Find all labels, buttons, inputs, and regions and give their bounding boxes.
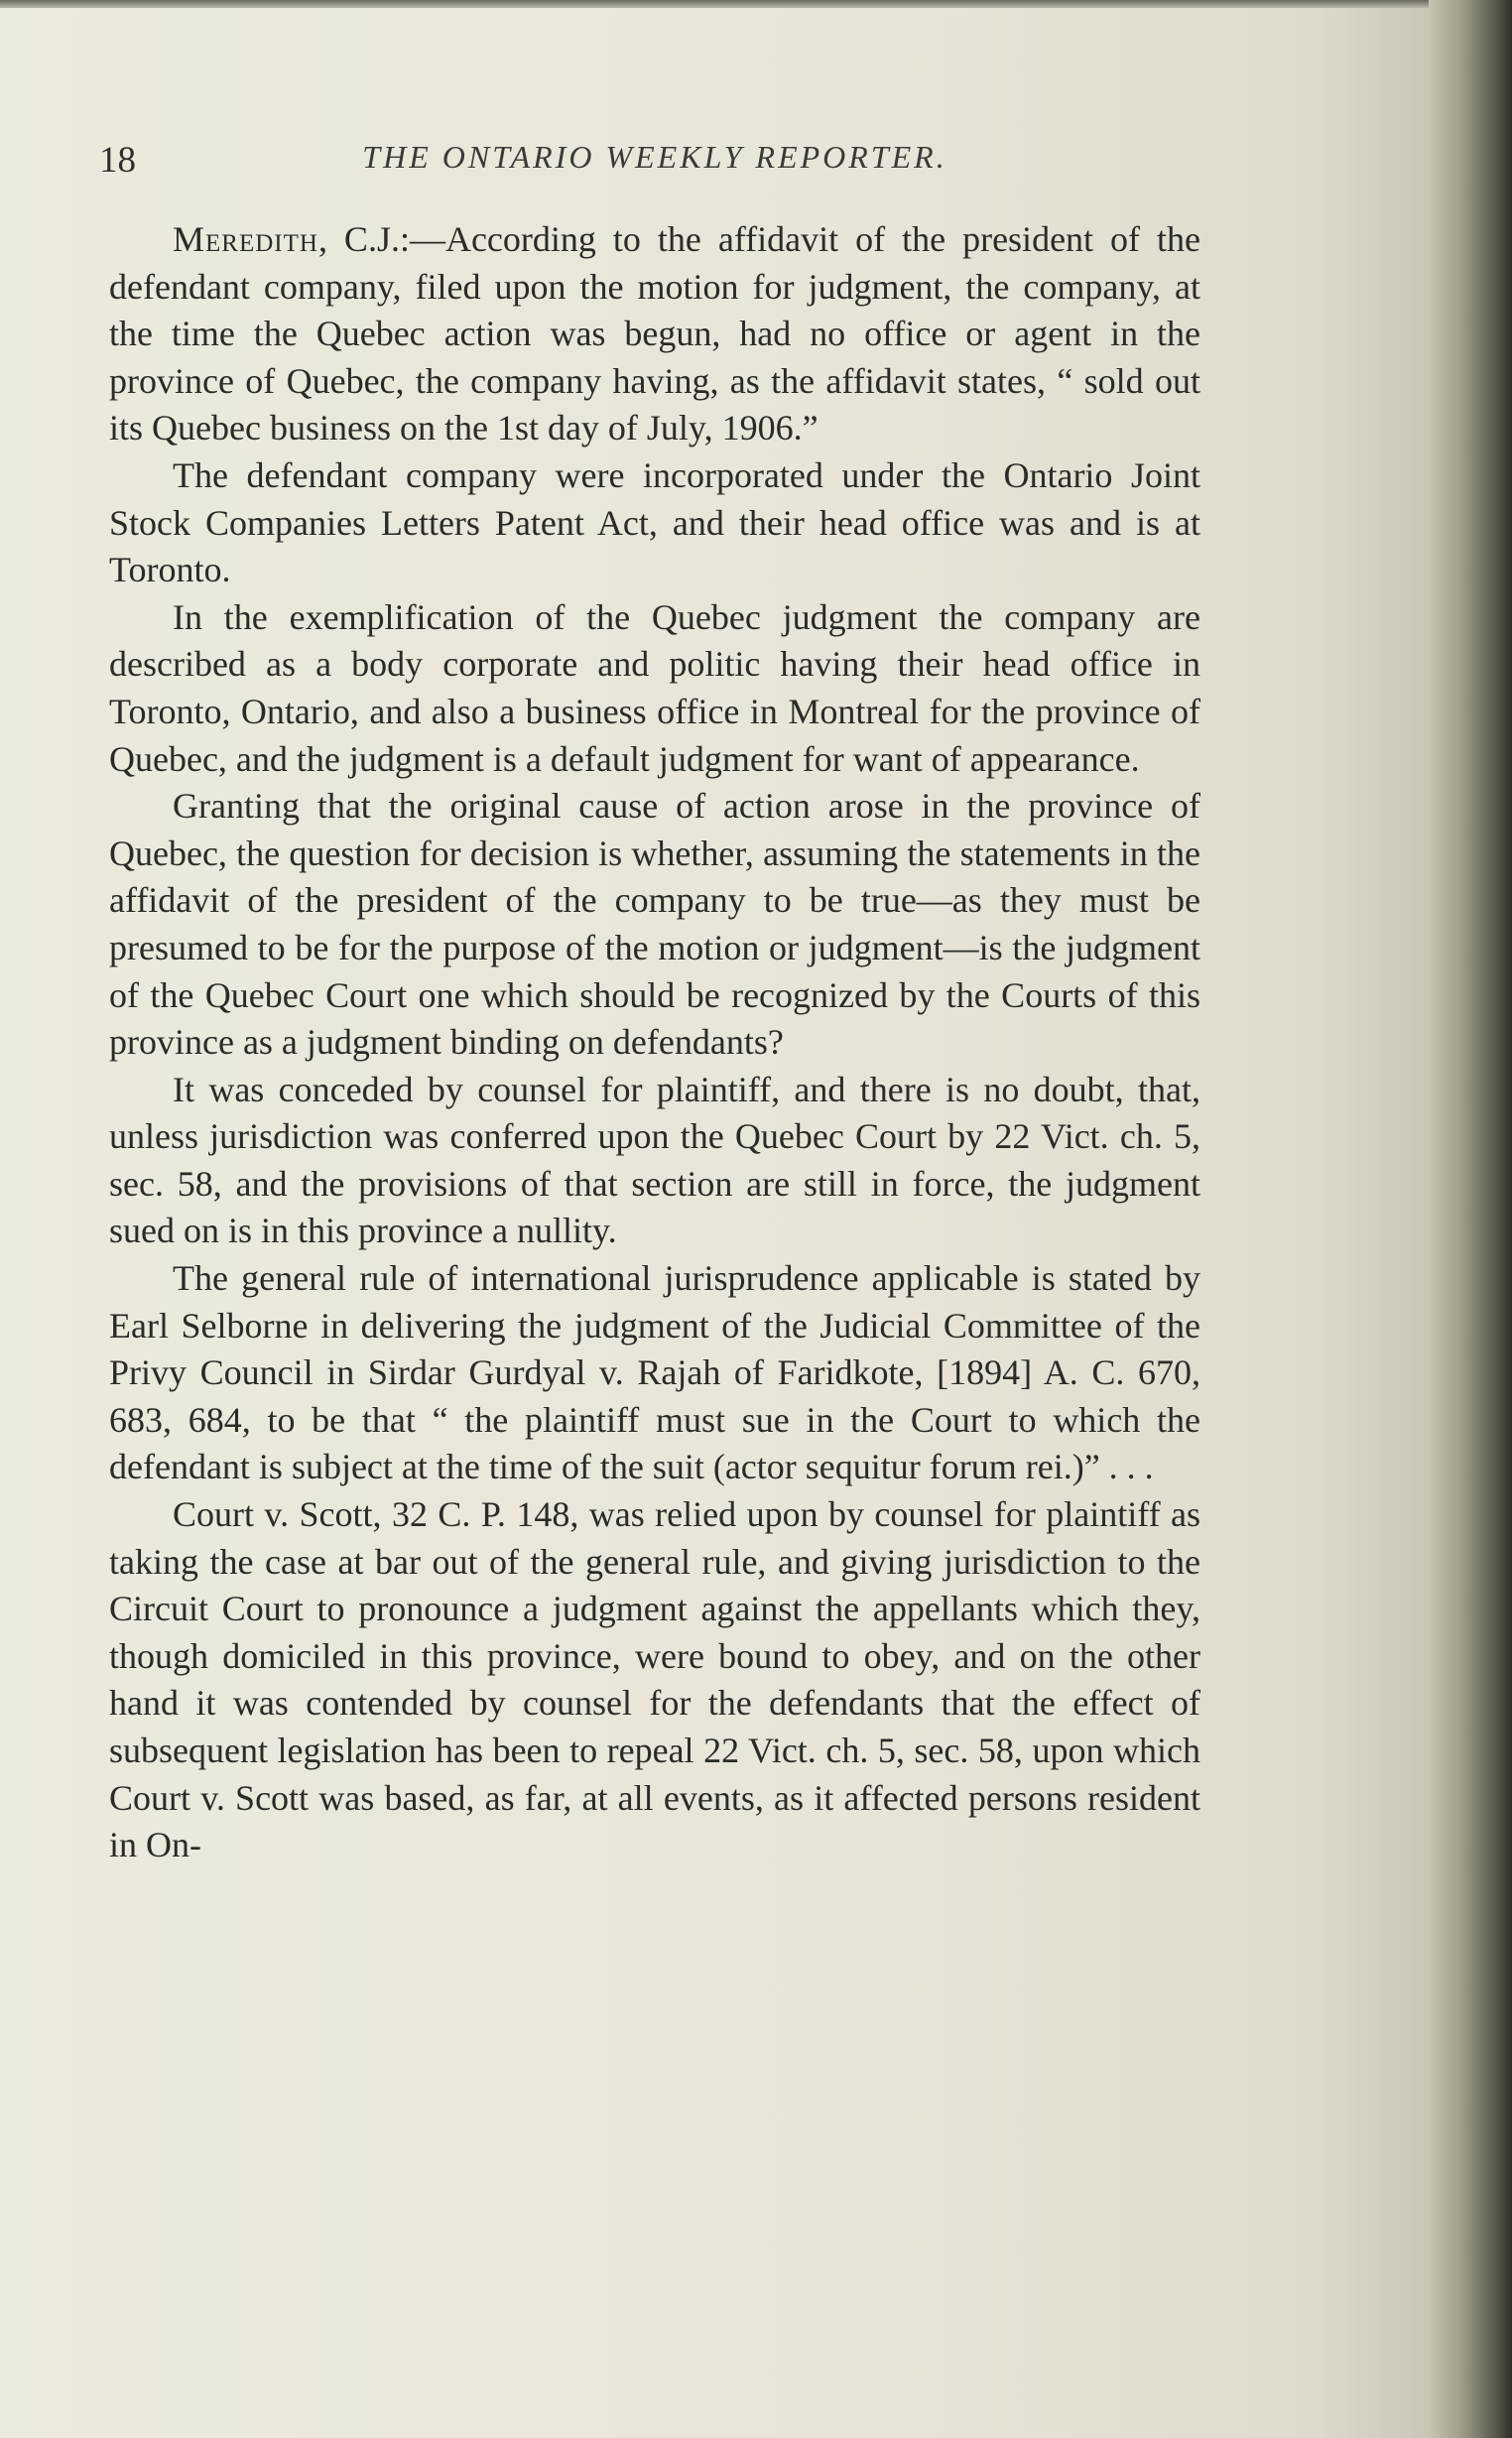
paragraph-4: Granting that the original cause of action arose in the province of Quebec, the question for decision is whether, assuming the statements in the affidavit of the president of the company to be true—as they must be presumed to be for the purpose of the motion or judgment—is the judgment of the Quebec Court one which should be recognized by the Courts of this province as a judgment binding on defendants?	[109, 786, 1200, 1063]
book-gutter-shadow	[1429, 0, 1512, 2438]
paragraph-5: It was conceded by counsel for plaintiff, and there is no doubt, that, unless jurisdiction was conferred upon the Quebec Court by 22 Vict. ch. 5, sec. 58, and the provisions of that section are still in force, the judgment sued on is in this province a nullity.	[109, 1069, 1200, 1251]
page-number: 18	[99, 140, 136, 181]
judge-name: Meredith	[173, 219, 318, 259]
running-head: THE ONTARIO WEEKLY REPORTER.	[362, 139, 947, 175]
page-top-edge	[0, 0, 1429, 8]
paragraph-3: In the exemplification of the Quebec judgment the company are described as a body corporate and politic having their head office in Toronto, Ontario, and also a business office in Montreal for the province of Quebec, and the judgment is a default judgment for want of appearance.	[109, 596, 1200, 779]
paragraph-6: The general rule of international jurisprudence applicable is stated by Earl Selborne in delivering the judgment of the Judicial Committee of the Privy Council in Sirdar Gurdyal v. Rajah of Faridkote, [1894] A. C. 670, 683, 684, to be that “ the plaintiff must sue in the Court to which the defendant is subject at the time of the suit (actor sequitur forum rei.)” . . .	[109, 1258, 1200, 1487]
paragraph-7: Court v. Scott, 32 C. P. 148, was relied upon by counsel for plaintiff as taking the case at bar out of the general rule, and giving jurisdiction to the Circuit Court to pronounce a judgment against the appellants which they, though domiciled in this province, were bound to obey, and on the other hand it was contended by counsel for the defendants that the effect of subsequent legislation has been to repeal 22 Vict. ch. 5, sec. 58, upon which Court v. Scott was based, as far, at all events, as it affected persons resident in On-	[109, 1494, 1200, 1865]
paragraph-1	[109, 216, 1200, 452]
paragraph-1-text: , C.J.:—According to the affidavit of the president of the defendant company, filed upon the motion for judgment, the company, at the time the Quebec action was begun, had no office or agent in the province of Quebec, the company having, as the affidavit states, “ sold out its Quebec business on the 1st day of July, 1906.”	[109, 219, 1200, 449]
paragraph-2: The defendant company were incorporated under the Ontario Joint Stock Companies Letters Patent Act, and their head office was and is at Toronto.	[109, 454, 1200, 590]
page-header	[99, 129, 1210, 189]
body-text	[109, 216, 1200, 1869]
